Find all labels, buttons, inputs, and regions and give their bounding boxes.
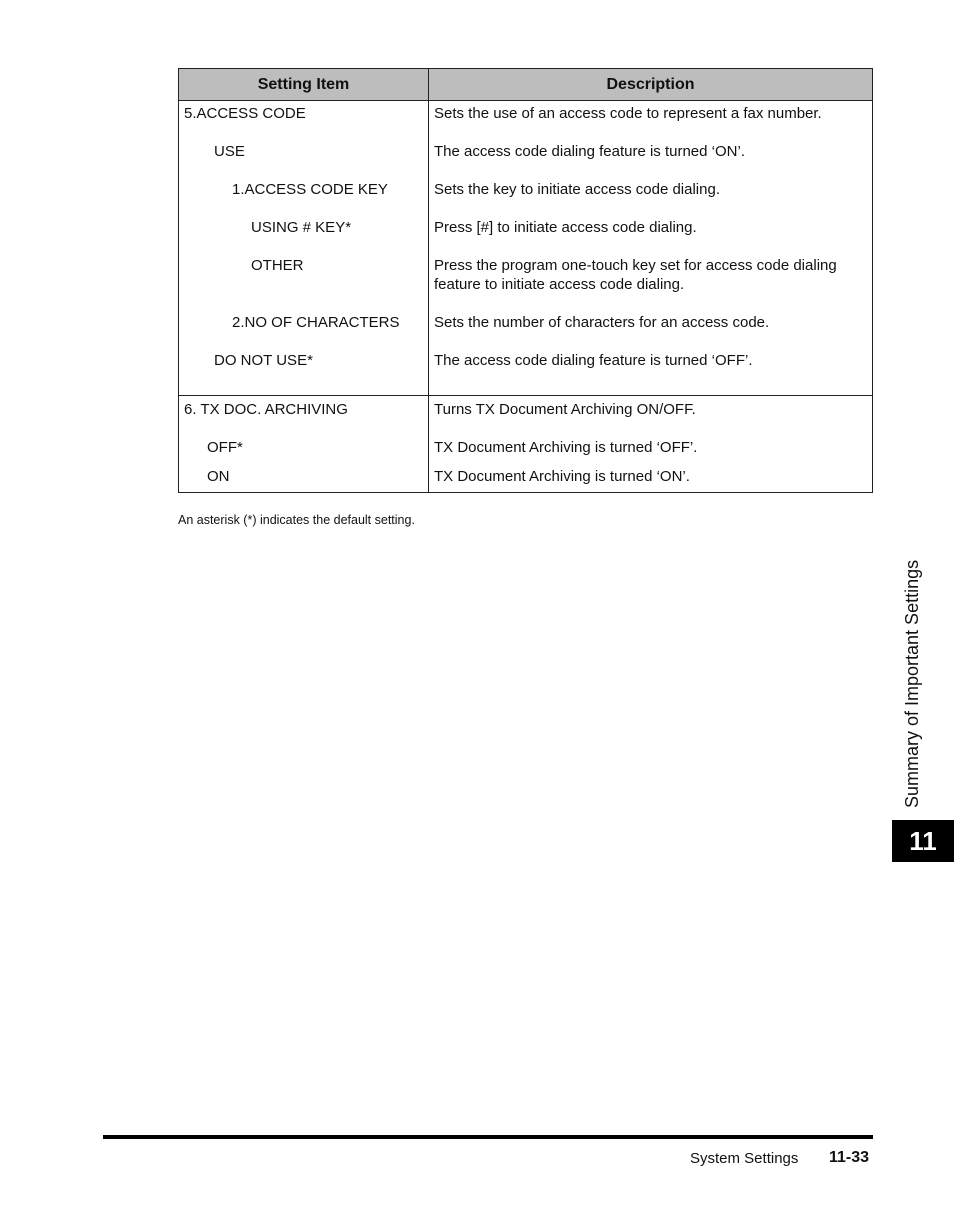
desc-access-code-key: Sets the key to initiate access code dialing.	[434, 181, 720, 198]
desc-on: TX Document Archiving is turned ‘ON’.	[434, 468, 690, 485]
footer-section-title: System Settings	[690, 1150, 799, 1167]
desc-using-hash-key: Press [#] to initiate access code dialing.	[434, 219, 697, 236]
table-header	[179, 69, 872, 101]
settings-table	[178, 68, 873, 493]
desc-do-not-use: The access code dialing feature is turned ‘OFF’.	[434, 352, 753, 369]
chapter-title: Summary of Important Settings	[902, 559, 922, 808]
setting-do-not-use: DO NOT USE*	[214, 352, 313, 369]
desc-use: The access code dialing feature is turned ‘ON’.	[434, 143, 745, 160]
desc-other: Press the program one-touch key set for access code dialing feature to initiate access code dialing.	[434, 257, 837, 293]
page-number: 11-33	[829, 1149, 870, 1166]
desc-access-code: Sets the use of an access code to represent a fax number.	[434, 105, 822, 122]
setting-using-hash-key: USING # KEY*	[251, 219, 352, 236]
header-setting-item: Setting Item	[179, 69, 429, 100]
setting-off: OFF*	[207, 439, 243, 456]
table-row-access-code	[179, 101, 872, 395]
setting-on: ON	[207, 468, 230, 485]
setting-access-code: 5.ACCESS CODE	[184, 105, 306, 122]
setting-no-of-characters: 2.NO OF CHARACTERS	[232, 314, 400, 331]
table-row-tx-archiving	[179, 395, 872, 492]
desc-tx-doc-archiving: Turns TX Document Archiving ON/OFF.	[434, 401, 696, 418]
setting-use: USE	[214, 143, 245, 160]
setting-tx-doc-archiving: 6. TX DOC. ARCHIVING	[184, 401, 348, 418]
setting-access-code-key: 1.ACCESS CODE KEY	[232, 181, 388, 198]
desc-no-of-characters: Sets the number of characters for an access code.	[434, 314, 770, 331]
header-description: Description	[606, 75, 695, 93]
setting-other: OTHER	[251, 257, 304, 274]
footer-rule	[103, 1135, 873, 1139]
chapter-number-tab: 11	[892, 820, 954, 862]
desc-off: TX Document Archiving is turned ‘OFF’.	[434, 439, 698, 456]
footnote: An asterisk (*) indicates the default setting.	[178, 513, 415, 527]
